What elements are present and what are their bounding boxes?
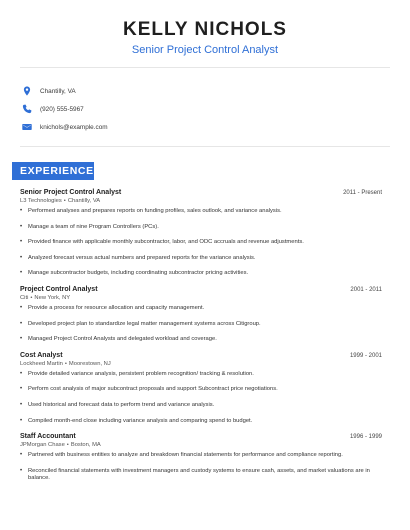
job-bullet: • Developed project plan to standardize legal matter management systems across Citigroup. (20, 321, 382, 329)
job-bullet: • Used historical and forecast data to perform trend and variance analysis. (20, 402, 382, 410)
job-bullet: • Compiled month-end close including variance analysis and comparing spend to budget. (20, 418, 382, 426)
job-location: Chantilly, VA (67, 198, 101, 204)
job-location: Boston, MA (70, 442, 101, 449)
job-bullet: • Provide detailed variance analysis, persistent problem recognition/ tracking & resolution. (20, 371, 382, 379)
job-company: Citi (20, 294, 29, 301)
contact-location-text: Chantilly, VA (40, 87, 76, 95)
job-dates: 1999 - 2001 (349, 352, 382, 359)
job-dates: 1996 - 1999 (349, 434, 382, 441)
job-title: Senior Project Control Analyst (20, 189, 122, 196)
job-bullet: • Performed analyses and prepares reports on funding profiles, sales outlook, and variance analysis. (20, 208, 382, 216)
job-bullet: • Manage subcontractor budgets, including coordinating subcontractor pricing activities. (20, 270, 382, 278)
experience-section-title: EXPERIENCE (12, 162, 94, 180)
job-bullets (20, 452, 382, 483)
job-company-line: Citi • New York, NY (20, 294, 71, 301)
experience-list (20, 189, 382, 491)
job-bullet: • Analyzed forecast versus actual numbers and prepared reports for the variance analysis. (20, 255, 382, 263)
job-entry (20, 352, 382, 425)
job-dates: 2001 - 2011 (350, 286, 382, 293)
job-bullet: • Provide a process for resource allocation and capacity management. (20, 305, 382, 313)
job-title: Project Control Analyst (20, 285, 98, 293)
contact-list (22, 82, 108, 136)
job-dates: 2011 - Present (343, 190, 382, 196)
job-bullet: • Partnered with business entities to analyze and breakdown financial statements for performance and compliance reporting. (20, 452, 382, 460)
job-bullets (20, 371, 382, 425)
candidate-role: Senior Project Control Analyst (131, 44, 279, 56)
job-bullets (20, 305, 382, 344)
contact-location (22, 82, 108, 100)
job-bullet: • Perform cost analysis of major subcontract proposals and support Subcontract price negotiations. (20, 386, 382, 394)
contact-email-text: knichols@example.com (40, 123, 108, 131)
job-location: Moorestown, NJ (68, 360, 111, 367)
email-icon (22, 122, 32, 132)
job-title: Staff Accountant (20, 433, 76, 441)
job-bullets (20, 208, 382, 278)
job-company-line: Lockheed Martin • Moorestown, NJ (20, 360, 111, 367)
job-bullet: • Managed Project Control Analysts and delegated workload and coverage. (20, 336, 382, 344)
job-company-line: L3 Technologies • Chantilly, VA (20, 198, 101, 204)
job-bullet: • Manage a team of nine Program Controllers (PCs). (20, 224, 382, 232)
contact-phone-text: (920) 555-5967 (40, 105, 84, 113)
job-bullet: • Provided finance with applicable monthly subcontractor, labor, and ODC accruals and revenue adjustments. (20, 239, 382, 247)
job-company-line: JPMorgan Chase • Boston, MA (20, 442, 101, 449)
job-company: JPMorgan Chase (20, 442, 65, 449)
job-bullet: • Reconciled financial statements with investment managers and custody systems to ensure cash, assets, and market valuations are in balance. (20, 468, 382, 483)
contact-email (22, 118, 108, 136)
job-entry (20, 433, 382, 483)
contact-phone (22, 100, 108, 118)
job-entry (20, 286, 382, 344)
location-pin-icon (22, 86, 32, 96)
contacts-divider (20, 146, 390, 147)
candidate-name: KELLY NICHOLS (123, 19, 287, 40)
job-title: Cost Analyst (20, 351, 63, 359)
job-company: L3 Technologies (20, 198, 62, 204)
job-entry (20, 189, 382, 278)
resume-header (0, 0, 410, 57)
job-location: New York, NY (34, 294, 71, 301)
phone-icon (22, 104, 32, 114)
header-divider (20, 67, 390, 68)
job-company: Lockheed Martin (20, 360, 63, 367)
